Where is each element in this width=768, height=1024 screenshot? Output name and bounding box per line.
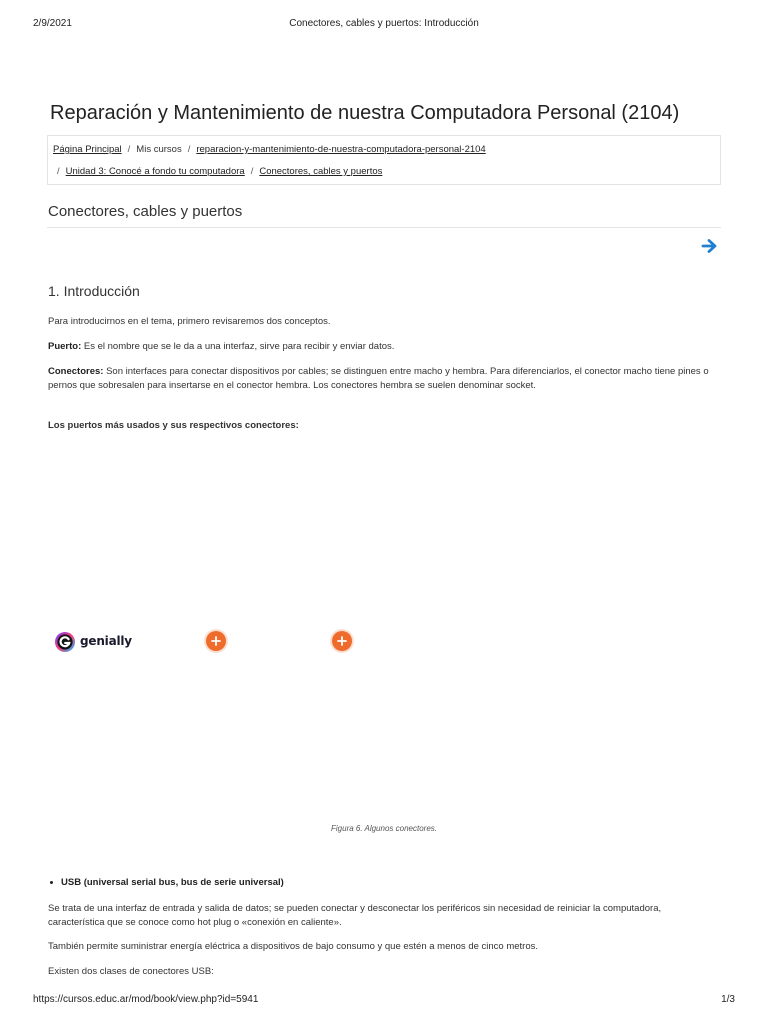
usb-bullet-text: USB (universal serial bus, bus de serie universal): [61, 877, 284, 888]
breadcrumb-unit-link[interactable]: Unidad 3: Conocé a fondo tu computadora: [65, 166, 245, 177]
figure-caption: Figura 6. Algunos conectores.: [331, 824, 437, 833]
breadcrumb-row-1: [53, 144, 486, 155]
breadcrumb-separator: /: [127, 144, 131, 155]
arrow-right-icon: [701, 237, 719, 255]
print-document-title: Conectores, cables y puertos: Introducción: [289, 18, 479, 29]
ports-heading: Los puertos más usados y sus respectivos conectores:: [48, 420, 299, 431]
plus-icon: [337, 636, 347, 646]
puerto-definition: Es el nombre que se le da a una interfaz, sirve para recibir y enviar datos.: [81, 341, 395, 352]
breadcrumb-separator: /: [250, 166, 254, 177]
breadcrumb-separator: /: [57, 166, 60, 177]
conectores-definition: Son interfaces para conectar dispositivos por cables; se distinguen entre macho y hembra. Para diferenciarlos, el conector macho tiene pines o pernos que sobresalen para insertarse en el conector hembra. Los conectores hembra se suelen denominar socket.: [48, 366, 709, 391]
section-divider: [47, 227, 721, 228]
genially-brand: genially: [80, 634, 132, 648]
next-page-button[interactable]: [701, 237, 719, 255]
breadcrumb-home-link[interactable]: Página Principal: [53, 144, 122, 155]
print-url: https://cursos.educ.ar/mod/book/view.php?id=5941: [33, 994, 259, 1005]
usb-paragraph-1: Se trata de una interfaz de entrada y salida de datos; se pueden conectar y desconectar los periféricos sin necesidad de reiniciar la computadora, característica que se conoce como hot plug o «conexión en caliente».: [48, 903, 662, 928]
puerto-paragraph: [48, 340, 718, 354]
print-date: 2/9/2021: [33, 18, 72, 29]
section-title: Conectores, cables y puertos: [48, 203, 243, 220]
chapter-title: 1. Introducción: [48, 283, 140, 299]
conectores-paragraph: [48, 365, 718, 393]
breadcrumb-my-courses: Mis cursos: [136, 144, 182, 155]
conectores-term: Conectores:: [48, 366, 104, 377]
breadcrumb-page-link[interactable]: Conectores, cables y puertos: [259, 166, 383, 177]
hotspot-button-2[interactable]: [332, 631, 352, 651]
intro-paragraph: Para introducirnos en el tema, primero revisaremos dos conceptos.: [48, 316, 331, 327]
course-title: Reparación y Mantenimiento de nuestra Computadora Personal (2104): [50, 102, 680, 124]
bullet-dot-icon: [50, 881, 53, 884]
print-page-number: 1/3: [721, 994, 735, 1005]
puerto-term: Puerto:: [48, 341, 82, 352]
breadcrumb-course-link[interactable]: reparacion-y-mantenimiento-de-nuestra-computadora-personal-2104: [196, 144, 486, 155]
breadcrumb: [47, 135, 721, 185]
usb-paragraph-3: Existen dos clases de conectores USB:: [48, 966, 214, 977]
breadcrumb-separator: /: [187, 144, 191, 155]
hotspot-button-1[interactable]: [206, 631, 226, 651]
usb-paragraph-2: También permite suministrar energía eléctrica a dispositivos de bajo consumo y que estén a menos de cinco metros.: [48, 941, 539, 952]
breadcrumb-row-2: [57, 166, 382, 177]
usb-bullet-item: [50, 877, 284, 888]
plus-icon: [211, 636, 221, 646]
genially-logo-icon: [54, 631, 76, 653]
